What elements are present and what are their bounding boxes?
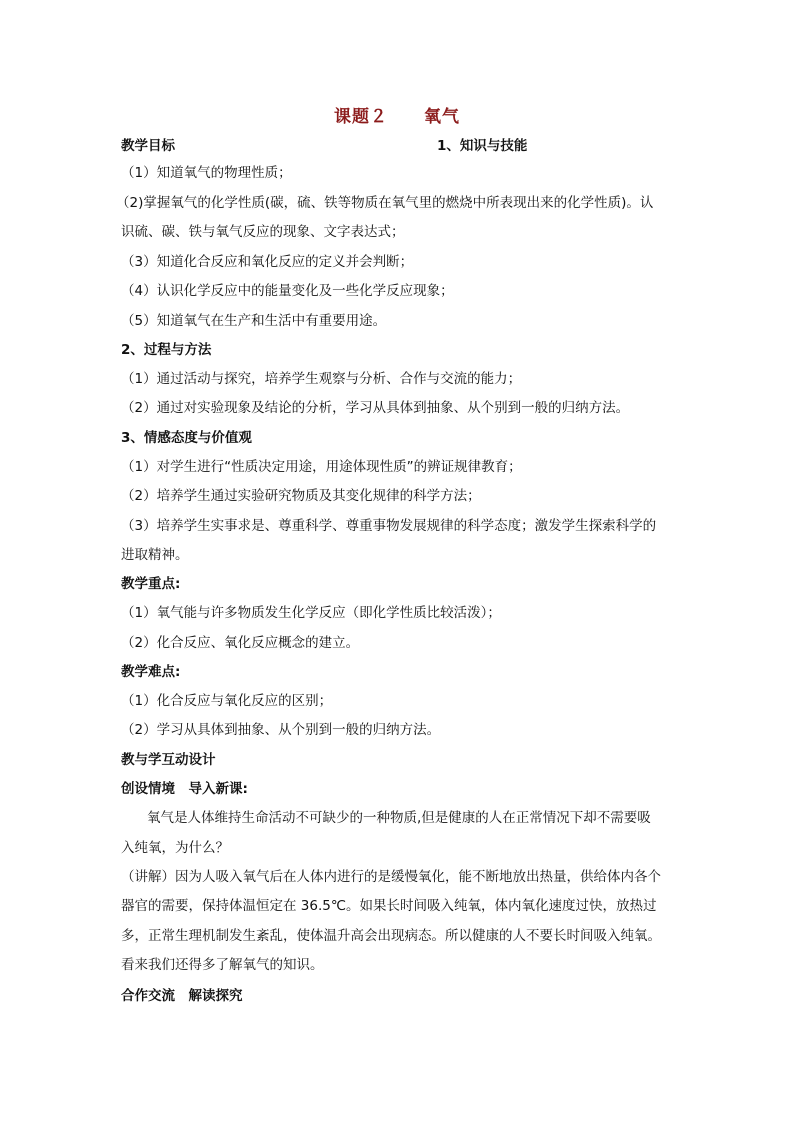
process-line-1: （1）通过活动与探究，培养学生观察与分析、合作与交流的能力；	[121, 371, 522, 387]
knowledge-line-3: 识硫、碳、铁与氧气反应的现象、文字表达式；	[121, 224, 405, 240]
heading-teaching-goals: 教学目标	[121, 138, 175, 154]
intro-line-5: 多，正常生理机制发生紊乱，使体温升高会出现病态。所以健康的人不要长时间吸入纯氧。	[121, 928, 661, 944]
attitude-line-2: （2）培养学生通过实验研究物质及其变化规律的科学方法；	[121, 488, 481, 504]
key-line-2: （2）化合反应、氧化反应概念的建立。	[121, 635, 360, 651]
intro-line-6: 看来我们还得多了解氧气的知识。	[121, 957, 324, 973]
knowledge-line-5: （4）认识化学反应中的能量变化及一些化学反应现象；	[121, 283, 454, 299]
attitude-line-1: （1）对学生进行“性质决定用途，用途体现性质”的辨证规律教育；	[121, 459, 522, 475]
heading-key-points: 教学重点:	[121, 576, 181, 592]
heading-cooperation: 合作交流 解读探究	[121, 988, 243, 1004]
difficult-line-2: （2）学习从具体到抽象、从个别到一般的归纳方法。	[121, 722, 441, 738]
intro-line-2: 入纯氧，为什么？	[121, 840, 229, 856]
title-lesson-number: 课题２	[334, 107, 388, 127]
heading-difficult-points: 教学难点:	[121, 664, 181, 680]
key-line-1: （1）氧气能与许多物质发生化学反应（即化学性质比较活泼）；	[121, 605, 501, 621]
knowledge-line-4: （3）知道化合反应和氧化反应的定义并会判断；	[121, 254, 414, 270]
process-line-2: （2）通过对实验现象及结论的分析，学习从具体到抽象、从个别到一般的归纳方法。	[121, 400, 630, 416]
attitude-line-3: （3）培养学生实事求是、尊重科学、尊重事物发展规律的科学态度；激发学生探索科学的	[121, 518, 657, 534]
heading-process-methods: 2、过程与方法	[121, 342, 212, 358]
difficult-line-1: （1）化合反应与氧化反应的区别；	[121, 693, 333, 709]
knowledge-line-6: （5）知道氧气在生产和生活中有重要用途。	[121, 313, 387, 329]
heading-interactive-design: 教与学互动设计	[121, 752, 216, 768]
heading-introduction: 创设情境 导入新课:	[121, 781, 248, 797]
title-topic: 氧气	[424, 107, 460, 127]
lesson-title	[0, 102, 794, 127]
intro-line-3: （讲解）因为人吸入氧气后在人体内进行的是缓慢氧化，能不断地放出热量，供给体内各个	[121, 869, 661, 885]
heading-attitude-values: 3、情感态度与价值观	[121, 430, 252, 446]
attitude-line-4: 进取精神。	[121, 547, 189, 563]
intro-line-4: 器官的需要，保持体温恒定在 36.5℃。如果长时间吸入纯氧，体内氧化速度过快，放热过	[121, 898, 657, 914]
intro-line-1: 氧气是人体维持生命活动不可缺少的一种物质,但是健康的人在正常情况下却不需要吸	[147, 810, 651, 826]
heading-knowledge-skills: 1、知识与技能	[437, 138, 528, 154]
knowledge-line-2: （2)掌握氧气的化学性质(碳，硫、铁等物质在氧气里的燃烧中所表现出来的化学性质)。认	[116, 195, 654, 211]
knowledge-line-1: （1）知道氧气的物理性质；	[121, 165, 292, 181]
